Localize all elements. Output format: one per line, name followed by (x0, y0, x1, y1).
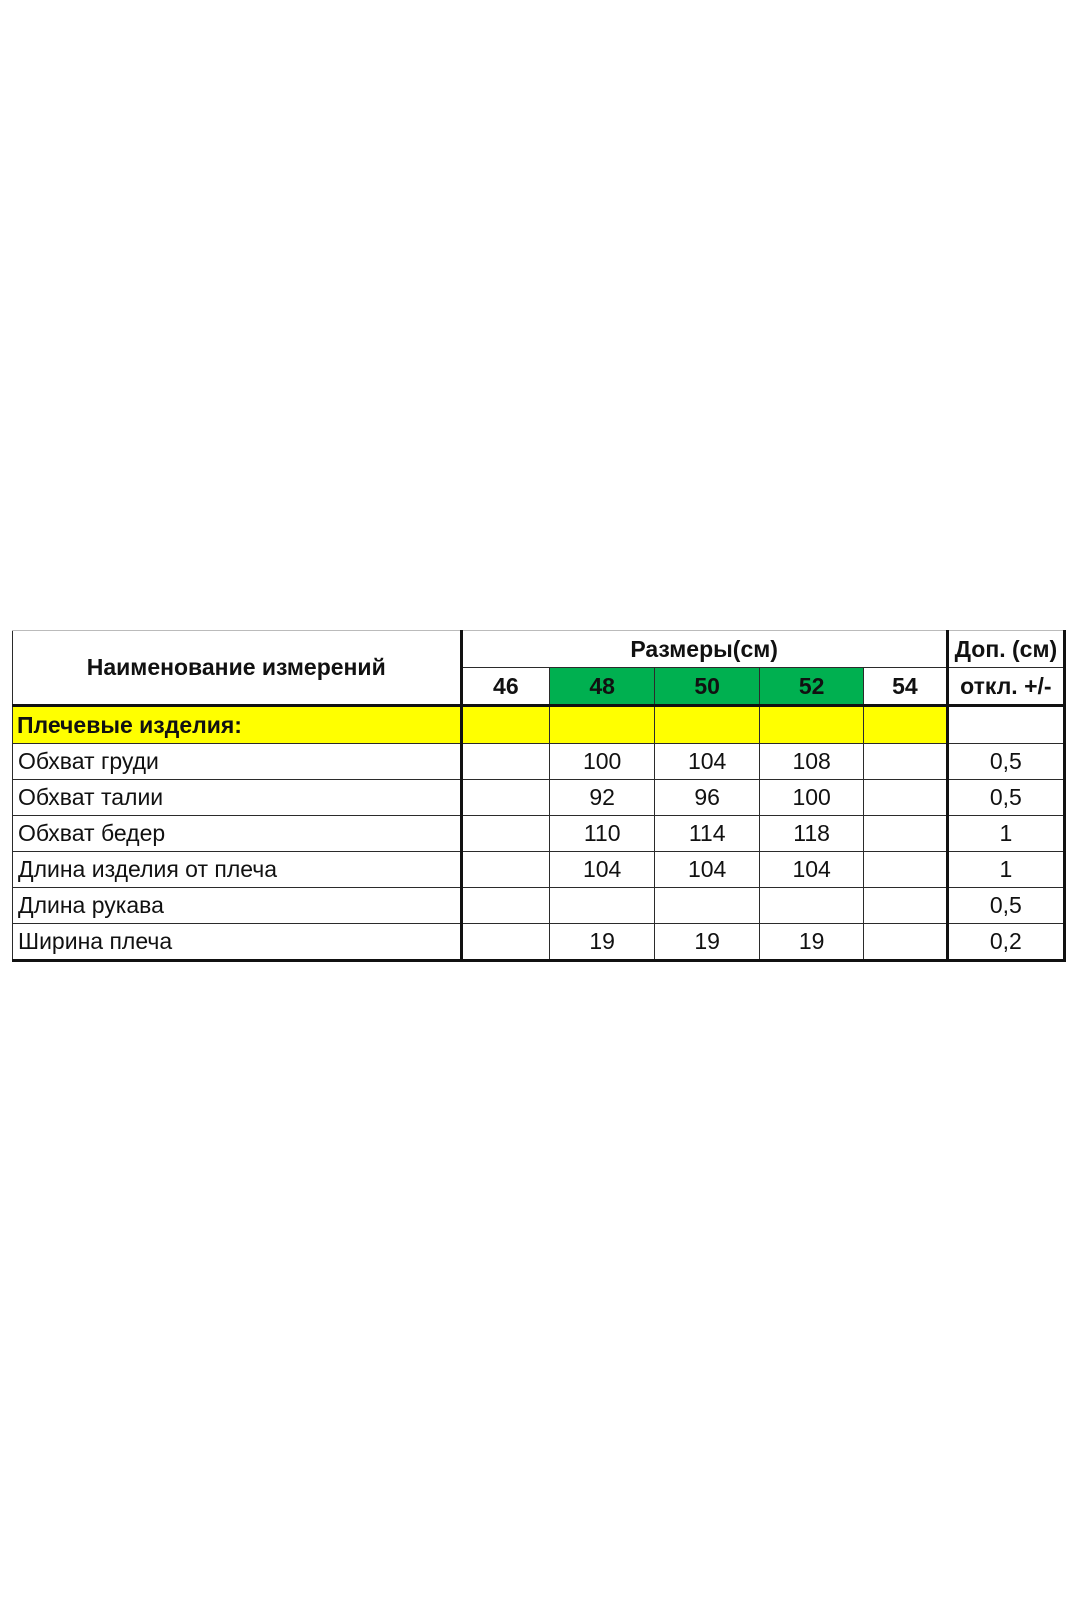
tolerance-value: 0,5 (947, 780, 1064, 816)
tolerance-value: 0,5 (947, 744, 1064, 780)
table-row (13, 780, 1065, 816)
table-row (13, 924, 1065, 961)
table-row (13, 816, 1065, 852)
size-54: 54 (864, 668, 948, 706)
measurement-value: 110 (550, 816, 655, 852)
measurement-name-header: Наименование измерений (13, 631, 462, 706)
tolerance-subheader: откл. +/- (947, 668, 1064, 706)
measurement-name: Обхват груди (13, 744, 462, 780)
measurement-value: 96 (655, 780, 760, 816)
measurement-value: 114 (655, 816, 760, 852)
size-50: 50 (655, 668, 760, 706)
measurement-value (864, 780, 948, 816)
measurement-value: 92 (550, 780, 655, 816)
measurement-value: 104 (550, 852, 655, 888)
measurement-value (864, 816, 948, 852)
measurement-value: 108 (760, 744, 864, 780)
measurement-value (461, 924, 550, 961)
measurement-value (550, 888, 655, 924)
measurement-value (760, 888, 864, 924)
tolerance-header: Доп. (см) (947, 631, 1064, 668)
measurement-value (461, 744, 550, 780)
measurement-value: 100 (550, 744, 655, 780)
section-cell (461, 706, 550, 744)
size-46: 46 (461, 668, 550, 706)
table-row (13, 852, 1065, 888)
measurement-name: Длина рукава (13, 888, 462, 924)
measurement-value: 104 (655, 744, 760, 780)
measurement-name: Обхват талии (13, 780, 462, 816)
section-cell (760, 706, 864, 744)
tolerance-value: 0,2 (947, 924, 1064, 961)
section-cell (550, 706, 655, 744)
measurement-name: Обхват бедер (13, 816, 462, 852)
section-cell (655, 706, 760, 744)
measurement-value (461, 780, 550, 816)
size-table (12, 630, 1066, 962)
measurement-name: Ширина плеча (13, 924, 462, 961)
measurement-value (864, 852, 948, 888)
tolerance-value: 1 (947, 816, 1064, 852)
size-48: 48 (550, 668, 655, 706)
header-row-1 (13, 631, 1065, 668)
measurement-value (864, 924, 948, 961)
measurement-value: 19 (550, 924, 655, 961)
measurement-value: 19 (760, 924, 864, 961)
section-label: Плечевые изделия: (13, 706, 462, 744)
measurement-value (461, 888, 550, 924)
section-row (13, 706, 1065, 744)
size-52: 52 (760, 668, 864, 706)
size-chart (12, 630, 1066, 962)
measurement-value: 104 (655, 852, 760, 888)
measurement-value (461, 852, 550, 888)
tolerance-value: 0,5 (947, 888, 1064, 924)
measurement-value: 19 (655, 924, 760, 961)
table-row (13, 744, 1065, 780)
measurement-value: 118 (760, 816, 864, 852)
measurement-value (461, 816, 550, 852)
measurement-value: 104 (760, 852, 864, 888)
sizes-header: Размеры(см) (461, 631, 947, 668)
section-cell (864, 706, 948, 744)
measurement-name: Длина изделия от плеча (13, 852, 462, 888)
measurement-value: 100 (760, 780, 864, 816)
measurement-value (864, 888, 948, 924)
table-row (13, 888, 1065, 924)
tolerance-value: 1 (947, 852, 1064, 888)
measurement-value (864, 744, 948, 780)
measurement-value (655, 888, 760, 924)
section-tolerance-cell (947, 706, 1064, 744)
